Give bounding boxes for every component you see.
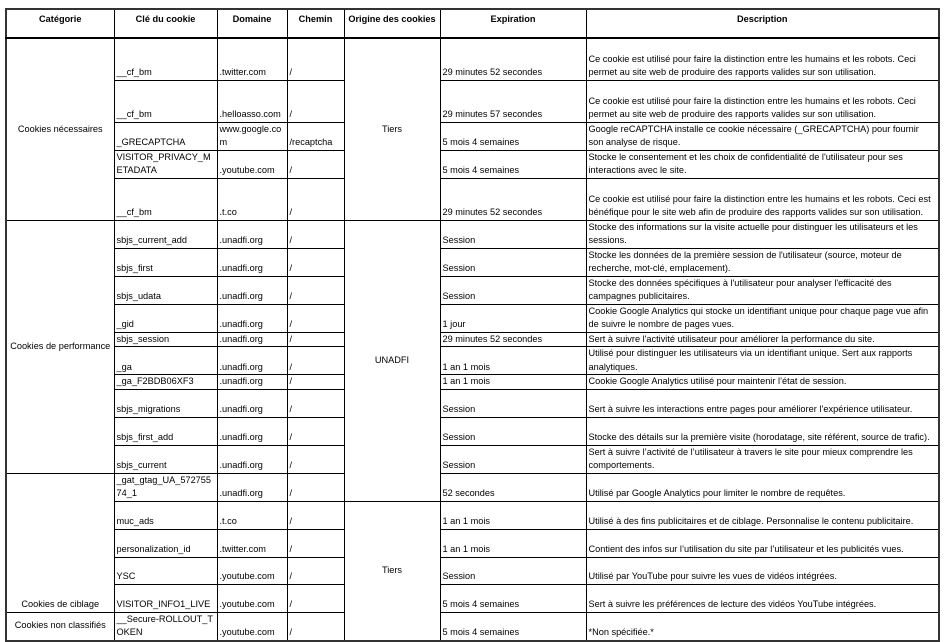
cookie-key-cell: __cf_bm [114,178,217,220]
category-cell: Cookies de performance [6,220,114,473]
path-cell: / [287,529,344,557]
expiration-cell: Session [440,220,586,248]
path-cell: / [287,178,344,220]
table-row [6,122,939,150]
path-cell: / [287,150,344,178]
category-cell: Cookies non classifiés [6,612,114,641]
expiration-cell: 1 jour [440,304,586,332]
cookie-key-cell: VISITOR_INFO1_LIVE [114,584,217,612]
table-row [6,501,939,529]
expiration-cell: 29 minutes 52 secondes [440,332,586,347]
table-row [6,417,939,445]
description-cell: Sert à suivre l’activité de l’utilisateur à travers le site pour mieux comprendre les comportements. [586,445,939,473]
path-cell: / [287,557,344,584]
description-cell: Ce cookie est utilisé pour faire la distinction entre les humains et les robots. Ceci permet au site web de produire des rapports valides sur son utilisation. [586,80,939,122]
path-cell: / [287,473,344,501]
cookie-key-cell: sbjs_session [114,332,217,347]
description-cell: Utilisé par YouTube pour suivre les vues de vidéos intégrées. [586,557,939,584]
domain-cell: .unadfi.org [217,304,287,332]
cookie-key-cell: sbjs_first_add [114,417,217,445]
expiration-cell: Session [440,557,586,584]
cookie-key-cell: YSC [114,557,217,584]
domain-cell: .twitter.com [217,38,287,80]
path-cell: / [287,38,344,80]
cookie-key-cell: sbjs_udata [114,276,217,304]
description-cell: Utilisé pour distinguer les utilisateurs via un identifiant unique. Sert aux rapports analytiques. [586,347,939,375]
table-row [6,220,939,248]
expiration-cell: 5 mois 4 semaines [440,584,586,612]
cookie-key-cell: personalization_id [114,529,217,557]
expiration-cell: 5 mois 4 semaines [440,612,586,641]
header-cookie-key: Clé du cookie [114,9,217,38]
category-cell: Cookies nécessaires [6,38,114,220]
path-cell: / [287,248,344,276]
table-row [6,276,939,304]
domain-cell: www.google.com [217,122,287,150]
category-cell: Cookies de ciblage [6,473,114,612]
expiration-cell: Session [440,248,586,276]
path-cell: / [287,304,344,332]
table-row [6,557,939,584]
path-cell: / [287,80,344,122]
cookie-key-cell: _ga [114,347,217,375]
table-row [6,304,939,332]
cookie-key-cell: __Secure-ROLLOUT_TOKEN [114,612,217,641]
description-cell: Stocke les données de la première session de l'utilisateur (source, moteur de recherche, mot-clé, emplacement). [586,248,939,276]
description-cell: Stocke des détails sur la première visite (horodatage, site référent, source de trafic). [586,417,939,445]
domain-cell: .youtube.com [217,584,287,612]
path-cell: / [287,501,344,529]
table-row [6,332,939,347]
cookie-key-cell: sbjs_current [114,445,217,473]
expiration-cell: Session [440,389,586,417]
path-cell: / [287,417,344,445]
expiration-cell: 1 an 1 mois [440,529,586,557]
description-cell: Stocke des informations sur la visite actuelle pour distinguer les utilisateurs et les sessions. [586,220,939,248]
origin-cell: Tiers [344,38,440,220]
domain-cell: .unadfi.org [217,375,287,390]
domain-cell: .unadfi.org [217,220,287,248]
header-origin: Origine des cookies [344,9,440,38]
path-cell: /recaptcha [287,122,344,150]
path-cell: / [287,276,344,304]
cookie-key-cell: _gat_gtag_UA_57275574_1 [114,473,217,501]
cookie-key-cell: _ga_F2BDB06XF3 [114,375,217,390]
domain-cell: .t.co [217,501,287,529]
table-row [6,150,939,178]
table-row [6,529,939,557]
path-cell: / [287,347,344,375]
path-cell: / [287,389,344,417]
table-row [6,612,939,641]
cookie-key-cell: muc_ads [114,501,217,529]
header-category: Catégorie [6,9,114,38]
header-expiration: Expiration [440,9,586,38]
expiration-cell: Session [440,417,586,445]
cookie-key-cell: _gid [114,304,217,332]
expiration-cell: Session [440,276,586,304]
domain-cell: .youtube.com [217,150,287,178]
path-cell: / [287,612,344,641]
domain-cell: .unadfi.org [217,445,287,473]
description-cell: Stocke des données spécifiques à l'utilisateur pour analyser l'efficacité des campagnes publicitaires. [586,276,939,304]
description-cell: Sert à suivre les préférences de lecture des vidéos YouTube intégrées. [586,584,939,612]
domain-cell: .unadfi.org [217,389,287,417]
domain-cell: .unadfi.org [217,276,287,304]
domain-cell: .unadfi.org [217,332,287,347]
expiration-cell: 1 an 1 mois [440,375,586,390]
cookie-table [5,8,940,642]
table-row [6,347,939,375]
domain-cell: .unadfi.org [217,347,287,375]
cookie-key-cell: sbjs_migrations [114,389,217,417]
description-cell: Cookie Google Analytics qui stocke un identifiant unique pour chaque page vue afin de suivre le nombre de pages vues. [586,304,939,332]
cookie-key-cell: VISITOR_PRIVACY_METADATA [114,150,217,178]
header-path: Chemin [287,9,344,38]
domain-cell: .t.co [217,178,287,220]
expiration-cell: 29 minutes 52 secondes [440,38,586,80]
expiration-cell: 29 minutes 57 secondes [440,80,586,122]
expiration-cell: Session [440,445,586,473]
header-description: Description [586,9,939,38]
domain-cell: .youtube.com [217,612,287,641]
description-cell: Ce cookie est utilisé pour faire la distinction entre les humains et les robots. Ceci est bénéfique pour le site web afin de produire des rapports valides sur son utilisation. [586,178,939,220]
expiration-cell: 1 an 1 mois [440,501,586,529]
table-row [6,389,939,417]
header-domain: Domaine [217,9,287,38]
cookie-key-cell: sbjs_first [114,248,217,276]
cookie-key-cell: _GRECAPTCHA [114,122,217,150]
expiration-cell: 1 an 1 mois [440,347,586,375]
table-row [6,473,939,501]
table-row [6,248,939,276]
table-row [6,584,939,612]
expiration-cell: 5 mois 4 semaines [440,150,586,178]
expiration-cell: 52 secondes [440,473,586,501]
origin-cell: Tiers [344,501,440,641]
domain-cell: .unadfi.org [217,248,287,276]
domain-cell: .unadfi.org [217,417,287,445]
description-cell: Utilisé par Google Analytics pour limiter le nombre de requêtes. [586,473,939,501]
description-cell: Utilisé à des fins publicitaires et de ciblage. Personnalise le contenu publicitaire. [586,501,939,529]
cookie-key-cell: __cf_bm [114,38,217,80]
description-cell: Cookie Google Analytics utilisé pour maintenir l’état de session. [586,375,939,390]
description-cell: Ce cookie est utilisé pour faire la distinction entre les humains et les robots. Ceci permet au site web de produire des rapports valides sur son utilisation. [586,38,939,80]
domain-cell: .youtube.com [217,557,287,584]
path-cell: / [287,375,344,390]
header-row [6,9,939,38]
table-row [6,375,939,390]
table-row [6,38,939,80]
table-row [6,178,939,220]
path-cell: / [287,445,344,473]
table-row [6,445,939,473]
path-cell: / [287,220,344,248]
table-row [6,80,939,122]
cookie-key-cell: __cf_bm [114,80,217,122]
description-cell: Google reCAPTCHA installe ce cookie nécessaire (_GRECAPTCHA) pour fournir son analyse de risque. [586,122,939,150]
description-cell: *Non spécifiée.* [586,612,939,641]
description-cell: Stocke le consentement et les choix de confidentialité de l'utilisateur pour ses interactions avec le site. [586,150,939,178]
expiration-cell: 5 mois 4 semaines [440,122,586,150]
description-cell: Sert à suivre l'activité utilisateur pour améliorer la performance du site. [586,332,939,347]
domain-cell: .helloasso.com [217,80,287,122]
expiration-cell: 29 minutes 52 secondes [440,178,586,220]
domain-cell: .unadfi.org [217,473,287,501]
path-cell: / [287,332,344,347]
description-cell: Sert à suivre les interactions entre pages pour améliorer l’expérience utilisateur. [586,389,939,417]
cookie-key-cell: sbjs_current_add [114,220,217,248]
origin-cell: UNADFI [344,220,440,501]
description-cell: Contient des infos sur l’utilisation du site par l’utilisateur et les publicités vues. [586,529,939,557]
path-cell: / [287,584,344,612]
domain-cell: .twitter.com [217,529,287,557]
